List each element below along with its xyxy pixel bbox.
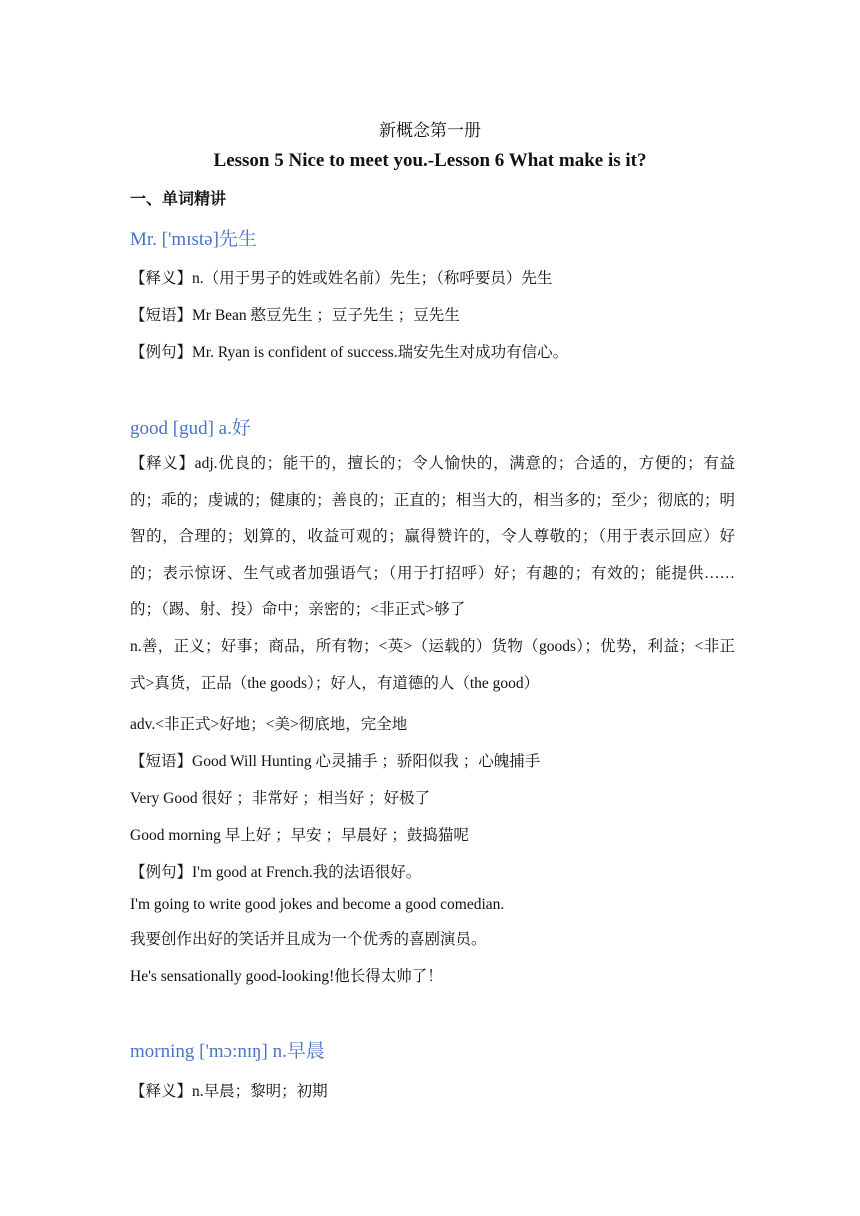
example-line: He's sensationally good-looking!他长得太帅了！ <box>130 968 443 985</box>
definition-line: 【释义】n.（用于男子的姓或姓名前）先生；（称呼要员）先生 <box>130 270 553 287</box>
headword-good: good [gud] a.好 <box>130 418 251 439</box>
book-title: 新概念第一册 <box>379 121 481 140</box>
section-heading: 一、单词精讲 <box>130 191 227 208</box>
phrase-line: Very Good 很好 ；非常好 ；相当好 ；好极了 <box>130 790 431 807</box>
headword-mr: Mr. ['mɪstə]先生 <box>130 229 257 250</box>
lesson-title: Lesson 5 Nice to meet you.-Lesson 6 What make is it? <box>213 150 647 171</box>
example-line-chinese: 我要创作出好的笑话并且成为一个优秀的喜剧演员。 <box>130 931 487 948</box>
noun-paragraph: n.善，正义；好事；商品，所有物；<英>（运载的）货物（goods）；优势，利益；<非正式>真货，正品（the goods）；好人，有道德的人（the good） <box>130 638 735 692</box>
example-line: 【例句】I'm good at French.我的法语很好。 <box>130 864 422 881</box>
definition-paragraph: 【释义】adj.优良的；能干的，擅长的；令人愉快的，满意的；合适的，方便的；有益的；乖的；虔诚的；健康的；善良的；正直的；相当大的，相当多的；至少；彻底的；明智的，合理的；划算的，收益可观的；赢得赞许的，令人尊敬的；（用于表示回应）好的；表示惊讶、生气或者加强语气；（用于打招呼）好；有趣的；有效的；能提供……的；（踢、射、投）命中；亲密的；<非正式>够了 <box>130 455 735 618</box>
example-line-english: I'm going to write good jokes and become a good comedian. <box>130 896 505 913</box>
adverb-line: adv.<非正式>好地；<美>彻底地，完全地 <box>130 716 408 733</box>
phrase-line: Good morning 早上好 ；早安 ；早晨好 ；鼓捣猫呢 <box>130 827 469 844</box>
example-line: 【例句】Mr. Ryan is confident of success.瑞安先生对成功有信心。 <box>130 344 569 361</box>
definition-line: 【释义】n.早晨；黎明；初期 <box>130 1083 328 1100</box>
phrase-line: 【短语】Mr Bean 憨豆先生 ；豆子先生 ；豆先生 <box>130 307 460 324</box>
phrase-line: 【短语】Good Will Hunting 心灵捕手 ；骄阳似我 ；心魄捕手 <box>130 753 541 770</box>
headword-morning: morning ['mɔ:nɪŋ] n.早晨 <box>130 1041 325 1062</box>
